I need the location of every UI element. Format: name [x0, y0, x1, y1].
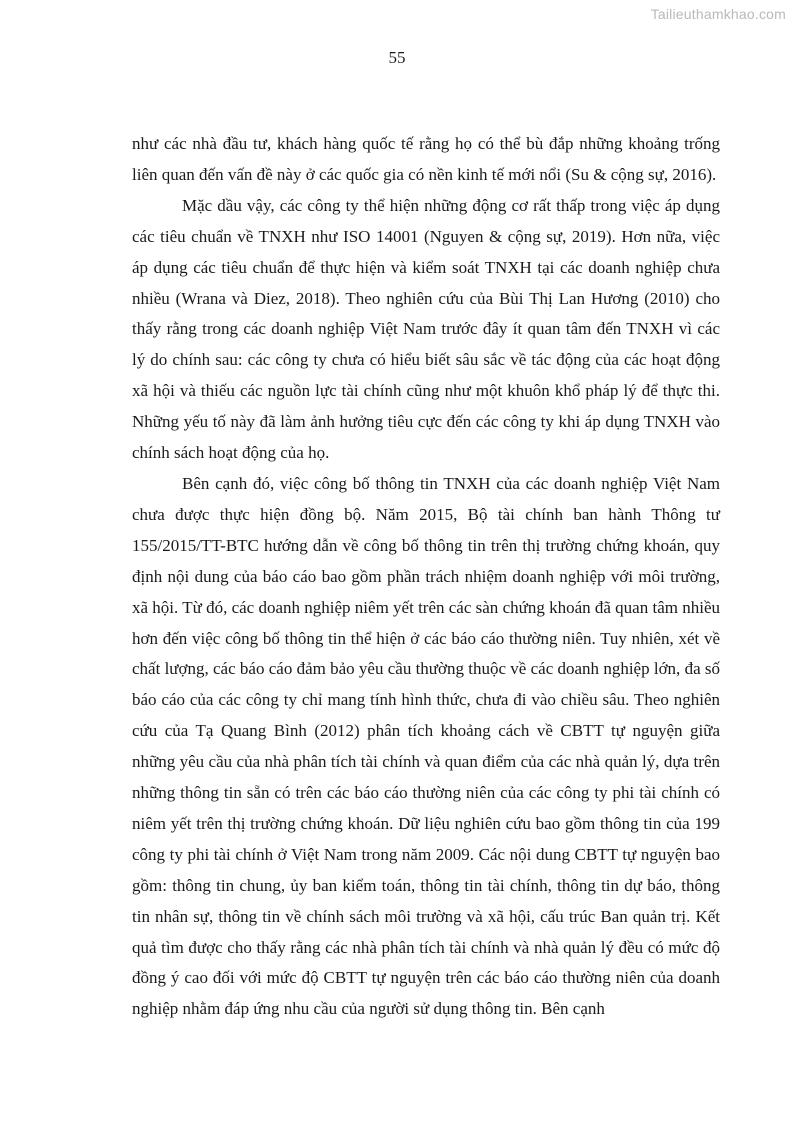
watermark-text: Tailieuthamkhao.com [650, 6, 786, 22]
paragraph: Mặc dầu vậy, các công ty thể hiện những động cơ rất thấp trong việc áp dụng các tiêu chuẩn về TNXH như ISO 14001 (Nguyen & cộng sự, 2019). Hơn nữa, việc áp dụng các tiêu chuẩn để thực hiện và kiểm soát TNXH tại các doanh nghiệp chưa nhiều (Wrana và Diez, 2018). Theo nghiên cứu của Bùi Thị Lan Hương (2010) cho thấy rằng trong các doanh nghiệp Việt Nam trước đây ít quan tâm đến TNXH vì các lý do chính sau: các công ty chưa có hiểu biết sâu sắc về tác động của các hoạt động xã hội và thiếu các nguồn lực tài chính cũng như một khuôn khổ pháp lý để thực thi. Những yếu tố này đã làm ảnh hưởng tiêu cực đến các công ty khi áp dụng TNXH vào chính sách hoạt động của họ. [132, 195, 720, 463]
document-body [132, 129, 720, 1025]
paragraph-continuation: như các nhà đầu tư, khách hàng quốc tế rằng họ có thể bù đắp những khoảng trống liên quan đến vấn đề này ở các quốc gia có nền kinh tế mới nổi (Su & cộng sự, 2016). [132, 134, 720, 184]
page-number: 55 [388, 48, 406, 67]
paragraph: Bên cạnh đó, việc công bố thông tin TNXH của các doanh nghiệp Việt Nam chưa được thực hiện đồng bộ. Năm 2015, Bộ tài chính ban hành Thông tư 155/2015/TT-BTC hướng dẫn về công bố thông tin trên thị trường chứng khoán, quy định nội dung của báo cáo bao gồm phần trách nhiệm doanh nghiệp với môi trường, xã hội. Từ đó, các doanh nghiệp niêm yết trên các sàn chứng khoán đã quan tâm nhiều hơn đến việc công bố thông tin thể hiện ở các báo cáo thường niên. Tuy nhiên, xét về chất lượng, các báo cáo đảm bảo yêu cầu thường thuộc về các doanh nghiệp lớn, đa số báo cáo của các công ty chỉ mang tính hình thức, chưa đi vào chiều sâu. Theo nghiên cứu của Tạ Quang Bình (2012) phân tích khoảng cách về CBTT tự nguyện giữa những yêu cầu của nhà phân tích tài chính và quan điểm của các nhà quản lý, dựa trên những thông tin sẵn có trên các báo cáo thường niên của các công ty phi tài chính có niêm yết trên thị trường chứng khoán. Dữ liệu nghiên cứu bao gồm thông tin của 199 công ty phi tài chính ở Việt Nam trong năm 2009. Các nội dung CBTT tự nguyện bao gồm: thông tin chung, ủy ban kiểm toán, thông tin tài chính, thông tin dự báo, thông tin nhân sự, thông tin về chính sách môi trường và xã hội, cấu trúc Ban quản trị. Kết quả tìm được cho thấy rằng các nhà phân tích tài chính và nhà quản lý đều có mức độ đồng ý cao đối với mức độ CBTT tự nguyện trên các báo cáo thường niên của doanh nghiệp nhằm đáp ứng nhu cầu của người sử dụng thông tin. Bên cạnh [132, 473, 720, 1019]
